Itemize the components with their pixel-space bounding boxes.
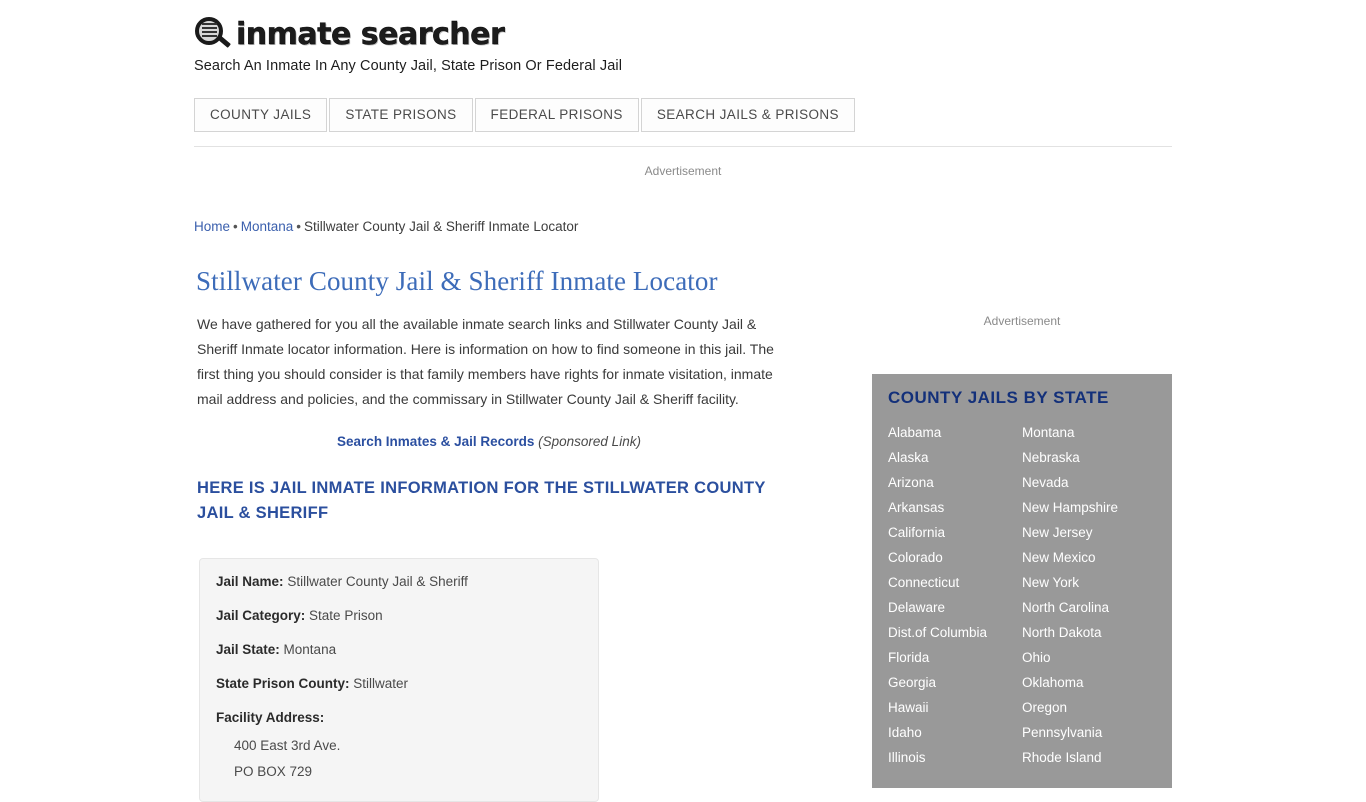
sidebar-item-oregon[interactable]: Oregon <box>1022 700 1068 715</box>
sidebar-item-pennsylvania[interactable]: Pennsylvania <box>1022 725 1103 740</box>
page-title: Stillwater County Jail & Sheriff Inmate Locator <box>196 266 718 296</box>
sidebar-item-alaska[interactable]: Alaska <box>888 450 929 465</box>
intro-paragraph: We have gathered for you all the available inmate search links and Stillwater County Jail & Sheriff Inmate locator information. Here is information on how to find someone in this jail. The first thing you should consider is that family members have rights for inmate visitation, inmate mail address and policies, and the commissary in Stillwater County Jail & Sheriff facility. <box>197 316 774 407</box>
sidebar-item-delaware[interactable]: Delaware <box>888 600 946 615</box>
sidebar-item-north-carolina[interactable]: North Carolina <box>1022 600 1110 615</box>
breadcrumb-state-link[interactable]: Montana <box>240 219 294 234</box>
breadcrumb-home-link[interactable]: Home <box>194 219 231 234</box>
facility-address-line-1: 400 East 3rd Ave. <box>234 738 341 753</box>
sidebar-item-arkansas[interactable]: Arkansas <box>888 500 945 515</box>
sponsored-note: (Sponsored Link) <box>538 434 641 449</box>
sidebar-state-columns <box>888 420 1156 770</box>
search-inmates-records-link[interactable]: Search Inmates & Jail Records <box>337 434 535 449</box>
main-nav <box>194 98 857 132</box>
sidebar-item-connecticut[interactable]: Connecticut <box>888 575 960 590</box>
info-row-facility-address <box>216 709 582 727</box>
info-row-jail-name <box>216 573 582 591</box>
breadcrumb-separator-2: • <box>296 219 302 234</box>
sidebar-item-dist-of-columbia[interactable]: Dist.of Columbia <box>888 625 988 640</box>
sidebar-state-column-left <box>888 420 1022 770</box>
section-title: HERE IS JAIL INMATE INFORMATION FOR THE STILLWATER COUNTY JAIL & SHERIFF <box>197 479 766 522</box>
sidebar-item-rhode-island[interactable]: Rhode Island <box>1022 750 1102 765</box>
sidebar-state-column-right <box>1022 420 1156 770</box>
sidebar-item-oklahoma[interactable]: Oklahoma <box>1022 675 1084 690</box>
sidebar-item-california[interactable]: California <box>888 525 946 540</box>
sidebar-item-colorado[interactable]: Colorado <box>888 550 943 565</box>
info-row-state-prison-county <box>216 675 582 693</box>
nav-item-search-jails-prisons[interactable]: SEARCH JAILS & PRISONS <box>641 98 855 132</box>
sidebar-item-illinois[interactable]: Illinois <box>888 750 926 765</box>
nav-item-state-prisons[interactable]: STATE PRISONS <box>329 98 472 132</box>
sidebar-item-alabama[interactable]: Alabama <box>888 425 942 440</box>
site-logo[interactable] <box>194 14 504 54</box>
breadcrumb-separator-1: • <box>233 219 238 234</box>
top-ad-label: Advertisement <box>644 164 722 178</box>
nav-item-federal-prisons[interactable]: FEDERAL PRISONS <box>475 98 639 132</box>
magnifier-icon <box>194 14 234 54</box>
info-row-jail-category <box>216 607 582 625</box>
state-prison-county-value: Stillwater <box>353 676 409 691</box>
jail-category-value: State Prison <box>309 608 383 623</box>
sidebar-item-new-jersey[interactable]: New Jersey <box>1022 525 1093 540</box>
sponsored-link-row <box>197 434 781 449</box>
sidebar-item-montana[interactable]: Montana <box>1022 425 1075 440</box>
facility-address-label: Facility Address: <box>216 710 325 725</box>
site-tagline: Search An Inmate In Any County Jail, State Prison Or Federal Jail <box>194 58 623 74</box>
jail-name-label: Jail Name: <box>216 574 284 589</box>
sidebar-item-nevada[interactable]: Nevada <box>1022 475 1069 490</box>
info-row-jail-state <box>216 641 582 659</box>
jail-state-value: Montana <box>283 642 337 657</box>
sidebar-item-arizona[interactable]: Arizona <box>888 475 934 490</box>
side-ad-label: Advertisement <box>983 314 1061 328</box>
sidebar-item-ohio[interactable]: Ohio <box>1022 650 1051 665</box>
jail-category-label: Jail Category: <box>216 608 306 623</box>
sidebar-item-north-dakota[interactable]: North Dakota <box>1022 625 1102 640</box>
sidebar-title: COUNTY JAILS BY STATE <box>888 388 1109 407</box>
sidebar-item-new-hampshire[interactable]: New Hampshire <box>1022 500 1119 515</box>
jail-name-value: Stillwater County Jail & Sheriff <box>287 574 468 589</box>
sidebar-item-florida[interactable]: Florida <box>888 650 930 665</box>
state-prison-county-label: State Prison County: <box>216 676 350 691</box>
sidebar-item-new-york[interactable]: New York <box>1022 575 1080 590</box>
facility-address-line-2: PO BOX 729 <box>234 764 313 779</box>
jail-state-label: Jail State: <box>216 642 280 657</box>
sidebar-item-hawaii[interactable]: Hawaii <box>888 700 929 715</box>
breadcrumb <box>194 219 578 234</box>
sidebar-item-idaho[interactable]: Idaho <box>888 725 922 740</box>
nav-divider <box>194 146 1172 147</box>
county-jails-by-state-sidebar <box>872 374 1172 788</box>
breadcrumb-current: Stillwater County Jail & Sheriff Inmate Locator <box>304 219 579 234</box>
site-logo-text: inmate searcher <box>236 16 505 52</box>
nav-item-county-jails[interactable]: COUNTY JAILS <box>194 98 327 132</box>
sidebar-item-new-mexico[interactable]: New Mexico <box>1022 550 1096 565</box>
jail-info-box <box>199 558 599 802</box>
sidebar-item-nebraska[interactable]: Nebraska <box>1022 450 1080 465</box>
sidebar-item-georgia[interactable]: Georgia <box>888 675 937 690</box>
